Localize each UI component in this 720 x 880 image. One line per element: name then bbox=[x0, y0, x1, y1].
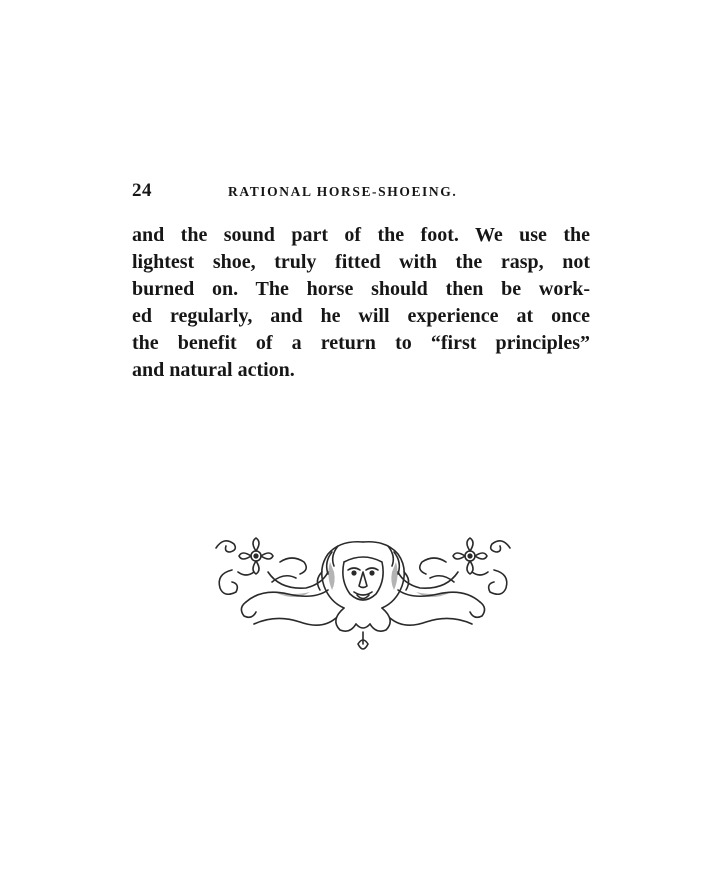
text-line: ed regularly, and he will experience at once bbox=[132, 305, 590, 327]
page-number: 24 bbox=[132, 180, 152, 201]
text-line: and natural action. bbox=[132, 359, 295, 381]
text-line: burned on. The horse should then be work- bbox=[132, 278, 590, 300]
text-line: the benefit of a return to “first principles” bbox=[132, 332, 590, 354]
page-header bbox=[132, 180, 592, 204]
running-title: RATIONAL HORSE-SHOEING. bbox=[228, 184, 458, 199]
body-paragraph bbox=[132, 222, 590, 384]
text-line: and the sound part of the foot. We use the bbox=[132, 224, 590, 246]
text-line: lightest shoe, truly fitted with the rasp, not bbox=[132, 251, 590, 273]
lion-mask-ornament-icon bbox=[210, 532, 516, 660]
